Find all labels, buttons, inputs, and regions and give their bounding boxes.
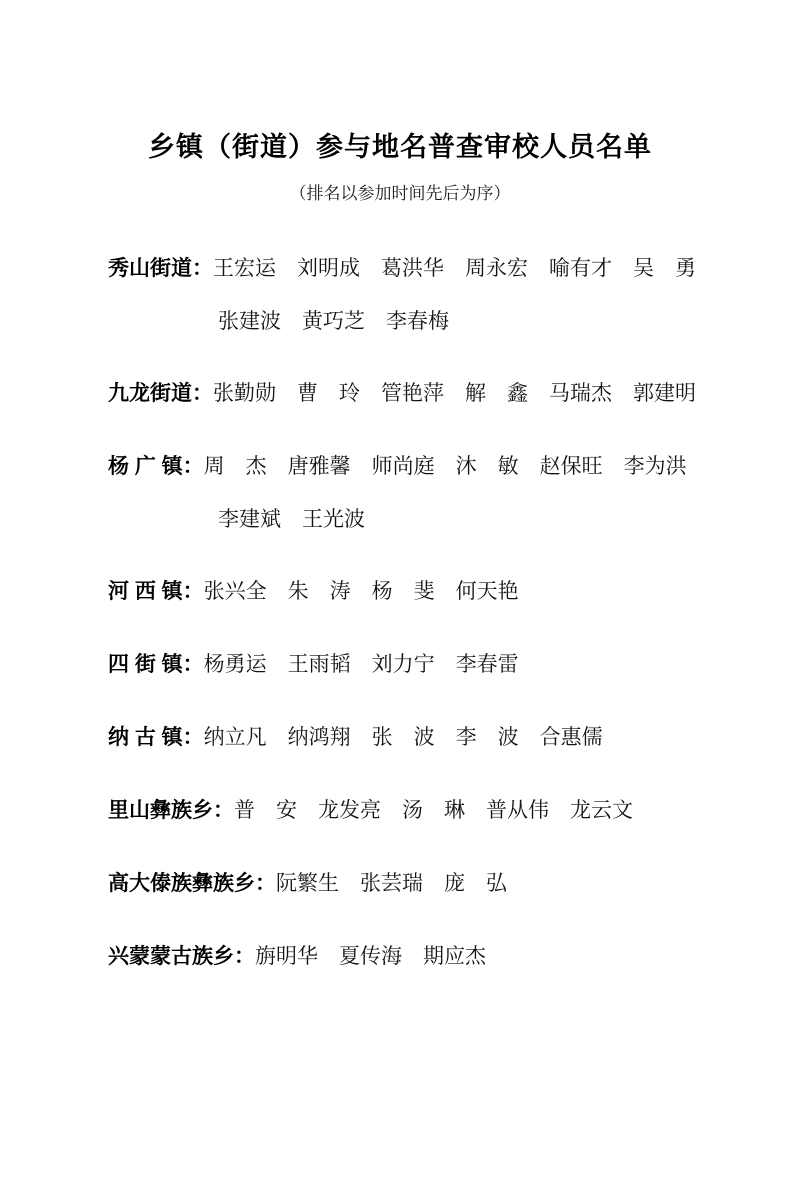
page-title: 乡镇（街道）参与地名普查审校人员名单 [148, 132, 652, 162]
section-xiushan-jiedao [108, 242, 740, 347]
names-line: 纳立凡 纳鸿翔 张 波 李 波 合惠儒 [203, 725, 603, 749]
section-label: 纳 古 镇： [108, 726, 204, 749]
section-label: 九龙街道： [108, 382, 213, 405]
names-line: 杨勇运 王雨韬 刘力宁 李春雷 [203, 652, 519, 676]
section-yangguang-zhen [108, 440, 740, 545]
roster-line [108, 784, 740, 837]
roster-list [0, 242, 800, 983]
section-nagu-zhen [108, 711, 740, 764]
section-label: 里山彝族乡： [108, 799, 234, 822]
names-line: 李建斌 王光波 [218, 507, 365, 531]
section-jiulong-jiedao [108, 367, 740, 420]
names-line: 张勤勋 曹 玲 管艳萍 解 鑫 马瑞杰 郭建明 [213, 381, 696, 405]
section-label: 兴蒙蒙古族乡： [108, 945, 255, 968]
roster-line [108, 440, 740, 493]
names-line: 张建波 黄巧芝 李春梅 [218, 309, 449, 333]
names-line: 旃明华 夏传海 期应杰 [255, 944, 486, 968]
names-line: 普 安 龙发亮 汤 琳 普从伟 龙云文 [234, 798, 633, 822]
page-subtitle: （排名以参加时间先后为序） [289, 184, 511, 203]
section-hexi-zhen [108, 565, 740, 618]
section-label: 河 西 镇： [108, 580, 204, 603]
names-line: 周 杰 唐雅馨 师尚庭 沐 敏 赵保旺 李为洪 [203, 454, 687, 478]
roster-line [108, 638, 740, 691]
roster-line [108, 367, 740, 420]
section-label: 杨 广 镇： [108, 455, 204, 478]
names-line: 张兴全 朱 涛 杨 斐 何天艳 [203, 579, 519, 603]
roster-line [108, 857, 740, 910]
names-line: 阮繁生 张芸瑞 庞 弘 [276, 871, 507, 895]
roster-line [108, 930, 740, 983]
section-label: 秀山街道： [108, 257, 213, 280]
document-header [0, 0, 800, 206]
section-label: 高大傣族彝族乡： [108, 872, 276, 895]
roster-line [108, 711, 740, 764]
section-xingmeng-mengguzu-xiang [108, 930, 740, 983]
names-line: 王宏运 刘明成 葛洪华 周永宏 喻有才 吴 勇 [213, 256, 696, 280]
section-gaoda-daizu-yizu-xiang [108, 857, 740, 910]
section-lishan-yizu-xiang [108, 784, 740, 837]
roster-line [108, 242, 740, 295]
section-label: 四 街 镇： [108, 653, 204, 676]
section-sijie-zhen [108, 638, 740, 691]
roster-line [108, 565, 740, 618]
